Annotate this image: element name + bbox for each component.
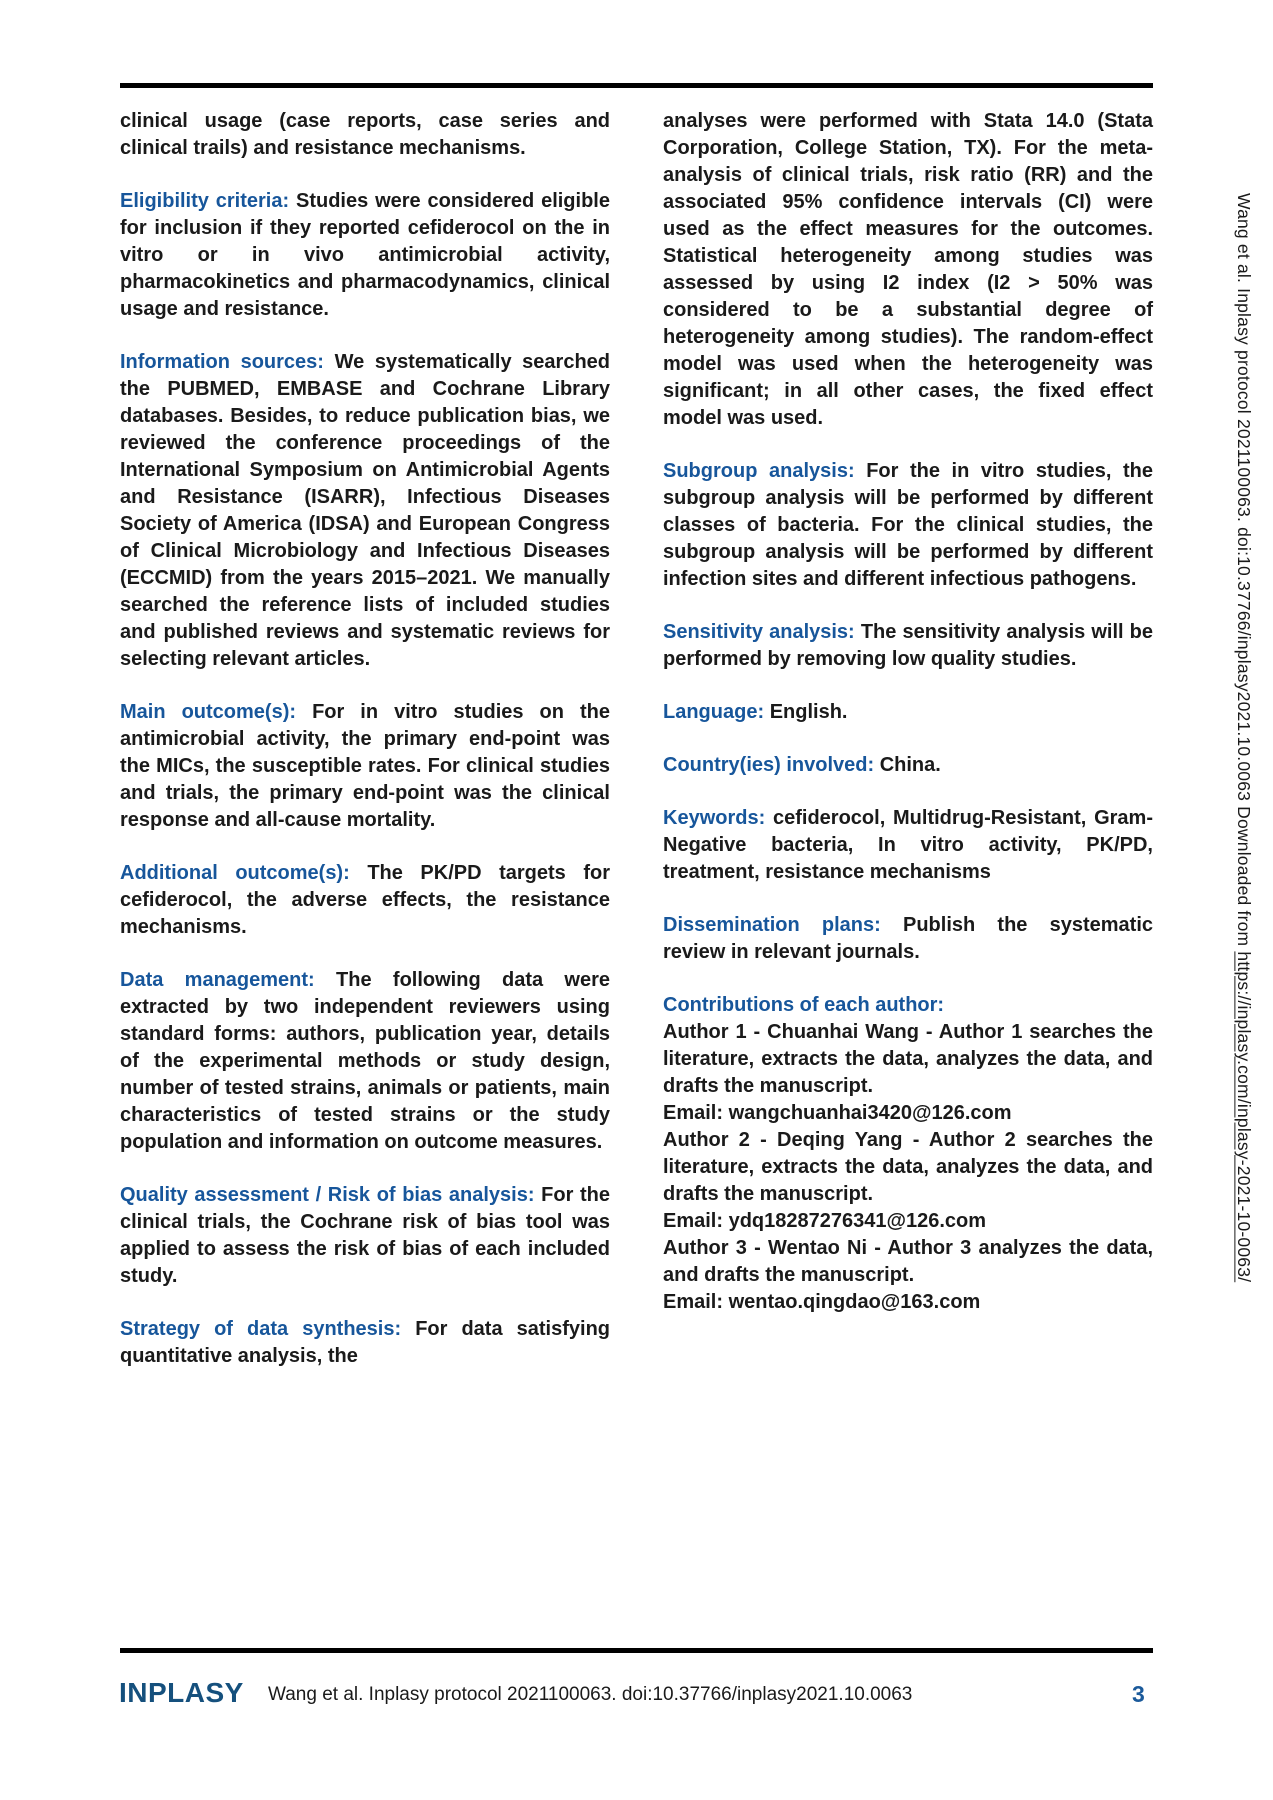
paragraph-text: The following data were extracted by two independent reviewers using standard forms: authors, publication year, details of the experimental methods or study design, number of tested strains, animals or patients, main characteristics of tested strains or the study population and information on outcome measures. (120, 969, 610, 1153)
footer-citation: Wang et al. Inplasy protocol 2021100063. doi:10.37766/inplasy2021.10.0063 (268, 1684, 913, 1705)
paragraph-text: Publish the systematic review in relevant journals. (663, 914, 1154, 963)
section-label: Sensitivity analysis: (663, 621, 855, 643)
section-label: Data management: (120, 969, 315, 991)
section-label: Main outcome(s): (120, 701, 297, 723)
section-label: Country(ies) involved: (663, 754, 875, 776)
sidebar-citation-text: Wang et al. Inplasy protocol 2021100063. doi:10.37766/inplasy2021.10.0063 Downloaded from (1234, 193, 1254, 952)
paragraph (663, 752, 1153, 779)
paragraph (120, 967, 610, 1156)
paragraph-text: For in vitro studies on the antimicrobial activity, the primary end-point was the MICs, the susceptible rates. For clinical studies and trials, the primary end-point was the clinical response and all-cause mortality. (120, 701, 610, 831)
section-label: Quality assessment / Risk of bias analysis: (120, 1184, 535, 1206)
contribution-line: Author 2 - Deqing Yang - Author 2 searches the literature, extracts the data, analyzes the data, and drafts the manuscript. (663, 1129, 1153, 1205)
paragraph (120, 1316, 610, 1370)
paragraph-text: For data satisfying quantitative analysis, the (120, 1318, 610, 1367)
footer-rule (120, 1648, 1153, 1653)
paragraph (120, 349, 610, 673)
contribution-email: Email: wangchuanhai3420@126.com (663, 1102, 1012, 1124)
contribution-line: Author 3 - Wentao Ni - Author 3 analyzes the data, and drafts the manuscript. (663, 1237, 1153, 1286)
paragraph (120, 108, 610, 162)
paragraph (663, 912, 1153, 966)
section-label: Additional outcome(s): (120, 862, 350, 884)
paragraph (120, 1182, 610, 1290)
left-column (120, 108, 610, 1396)
paragraph-text: English. (769, 701, 848, 723)
contribution-line: Author 1 - Chuanhai Wang - Author 1 searches the literature, extracts the data, analyzes the data, and drafts the manuscript. (663, 1021, 1153, 1097)
top-rule (120, 83, 1153, 88)
right-column (663, 108, 1153, 1316)
paragraph-text: For the clinical trials, the Cochrane risk of bias tool was applied to assess the risk of bias of each included study. (120, 1184, 610, 1287)
paragraph (120, 188, 610, 323)
sidebar-citation-link[interactable]: https://inplasy.com/inplasy-2021-10-0063/ (1234, 951, 1254, 1283)
paragraph (120, 699, 610, 834)
paragraph-text: We systematically searched the PUBMED, EMBASE and Cochrane Library databases. Besides, to reduce publication bias, we reviewed the conference proceedings of the International Symposium on Antimicrobial Agents and Resistance (ISARR), Infectious Diseases Society of America (IDSA) and European Congress of Clinical Microbiology and Infectious Diseases (ECCMID) from the years 2015–2021. We manually searched the reference lists of included studies and published reviews and systematic reviews for selecting relevant articles. (120, 351, 611, 670)
paragraph (663, 805, 1153, 886)
contribution-email: Email: ydq18287276341@126.com (663, 1210, 987, 1232)
section-label: Keywords: (663, 807, 766, 829)
contributions-section (663, 992, 1153, 1316)
paragraph (663, 619, 1153, 673)
paragraph-text: clinical usage (case reports, case series and clinical trails) and resistance mechanisms. (120, 110, 610, 159)
paragraph-text: The sensitivity analysis will be performed by removing low quality studies. (663, 621, 1154, 670)
inplasy-logo: INPLASY (119, 1677, 244, 1708)
section-label: Information sources: (120, 351, 324, 373)
paragraph-text: The PK/PD targets for cefiderocol, the adverse effects, the resistance mechanisms. (120, 862, 611, 938)
paragraph (120, 860, 610, 941)
page-number: 3 (1132, 1681, 1145, 1707)
paragraph (663, 108, 1153, 432)
paragraph-text: Studies were considered eligible for inclusion if they reported cefiderocol on the in vitro or in vivo antimicrobial activity, pharmacokinetics and pharmacodynamics, clinical usage and resistance. (120, 190, 610, 320)
section-label: Dissemination plans: (663, 914, 881, 936)
section-label: Subgroup analysis: (663, 460, 855, 482)
section-label: Eligibility criteria: (120, 190, 290, 212)
paragraph-text: cefiderocol, Multidrug-Resistant, Gram-Negative bacteria, In vitro activity, PK/PD, treatment, resistance mechanisms (663, 807, 1153, 883)
paragraph-text: analyses were performed with Stata 14.0 (Stata Corporation, College Station, TX). For the meta-analysis of clinical trials, risk ratio (RR) and the associated 95% confidence intervals (CI) were used as the effect measures for the outcomes. Statistical heterogeneity among studies was assessed by using I2 index (I2 > 50% was considered to be a substantial degree of heterogeneity among studies). The random-effect model was used when the heterogeneity was significant; in all other cases, the fixed effect model was used. (663, 110, 1153, 429)
paragraph (663, 699, 1153, 726)
paragraph-text: China. (879, 754, 941, 776)
sidebar-citation (1233, 193, 1254, 1282)
paragraph-text: For the in vitro studies, the subgroup analysis will be performed by different classes of bacteria. For the clinical studies, the subgroup analysis will be performed by different infection sites and different infectious pathogens. (663, 460, 1153, 590)
contributions-heading: Contributions of each author: (663, 994, 945, 1016)
paragraph (663, 458, 1153, 593)
contribution-email: Email: wentao.qingdao@163.com (663, 1291, 981, 1313)
section-label: Strategy of data synthesis: (120, 1318, 402, 1340)
section-label: Language: (663, 701, 765, 723)
